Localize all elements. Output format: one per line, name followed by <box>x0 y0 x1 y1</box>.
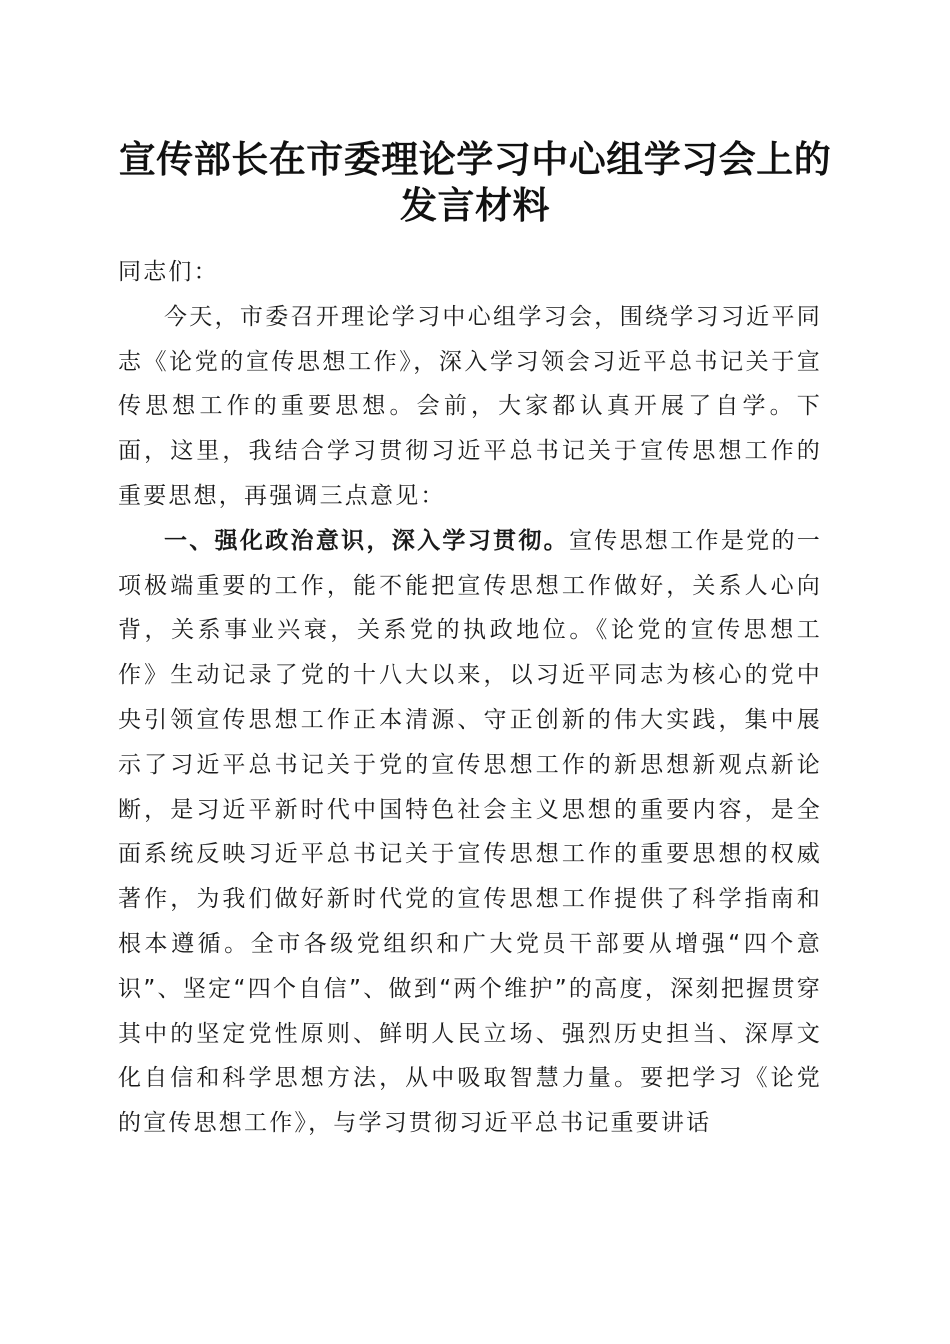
section-heading: 一、强化政治意识，深入学习贯彻。 <box>164 527 569 554</box>
paragraph-text: 宣传思想工作是党的一项极端重要的工作，能不能把宣传思想工作做好，关系人心向背，关系事业兴衰，关系党的执政地位。《论党的宣传思想工作》生动记录了党的十八大以来，以习近平同志为核心的党中央引领宣传思想工作正本清源、守正创新的伟大实践，集中展示了习近平总书记关于党的宣传思想工作的新思想新观点新论断，是习近平新时代中国特色社会主义思想的重要内容，是全面系统反映习近平总书记关于宣传思想工作的重要思想的权威著作，为我们做好新时代党的宣传思想工作提供了科学指南和根本遵循。全市各级党组织和广大党员干部要从增强“四个意识”、坚定“四个自信”、做到“两个维护”的高度，深刻把握贯穿其中的坚定党性原则、鲜明人民立场、强烈历史担当、深厚文化自信和科学思想方法，从中吸取智慧力量。要把学习《论党的宣传思想工作》，与学习贯彻习近平总书记重要讲话 <box>118 527 823 1137</box>
document-title: 宣传部长在市委理论学习中心组学习会上的发言材料 <box>118 137 832 227</box>
paragraph-text: 今天，市委召开理论学习中心组学习会，围绕学习习近平同志《论党的宣传思想工作》，深入学习领会习近平总书记关于宣传思想工作的重要思想。会前，大家都认真开展了自学。下面，这里，我结合学习贯彻习近平总书记关于宣传思想工作的重要思想，再强调三点意见： <box>118 303 822 509</box>
paragraph-intro <box>118 295 822 519</box>
salutation: 同志们： <box>118 259 219 285</box>
paragraph-section-one <box>118 519 822 1146</box>
document-body <box>118 250 822 1146</box>
